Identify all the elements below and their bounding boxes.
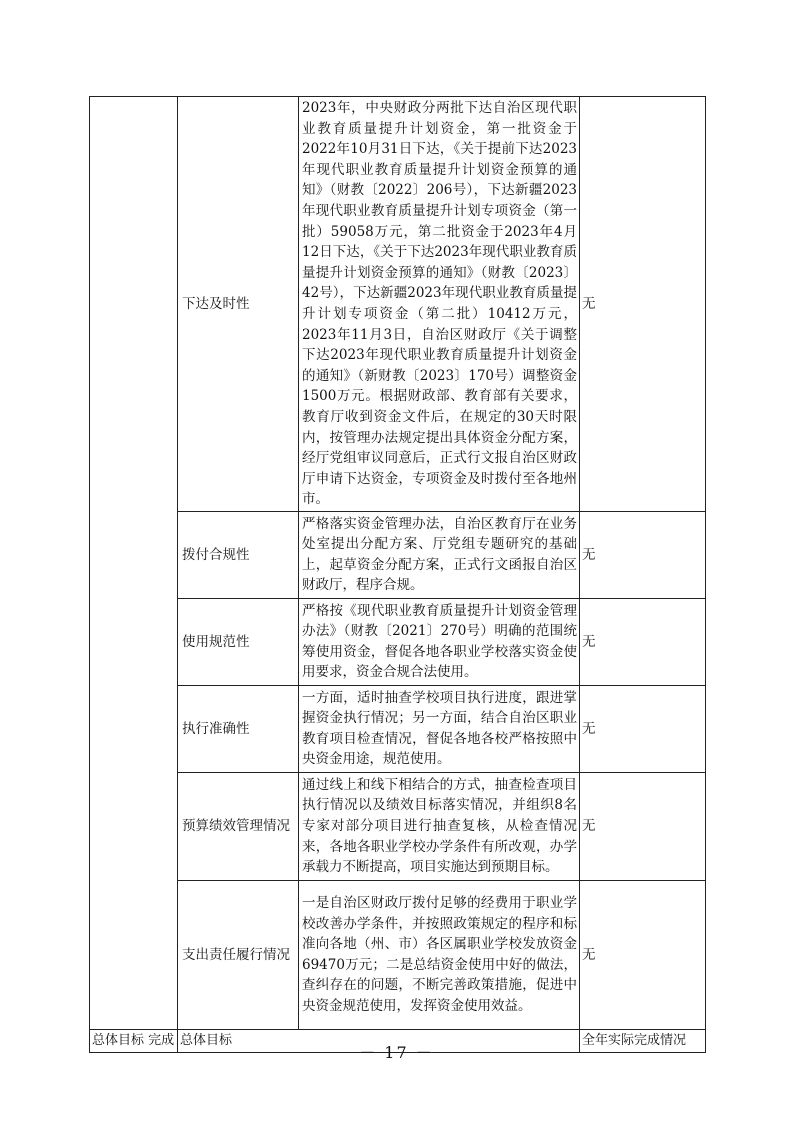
table-row xyxy=(90,598,706,685)
issue-flag: 无 xyxy=(580,598,706,685)
item-label: 支出责任履行情况 xyxy=(178,880,299,1029)
footer-left-label: 总体目标 完成 xyxy=(90,1029,178,1052)
item-description: 一是自治区财政厅拨付足够的经费用于职业学校改善办学条件，并按照政策规定的程序和标准向各地（州、市）各区属职业学校发放资金69470万元；二是总结资金使用中好的做法，查纠存在的问题，不断完善政策措施，促进中央资金规范使用，发挥资金使用效益。 xyxy=(299,880,580,1029)
page-number: － 17 － xyxy=(359,1043,434,1062)
item-label: 使用规范性 xyxy=(178,598,299,685)
table-row xyxy=(90,772,706,880)
item-label: 拨付合规性 xyxy=(178,511,299,598)
item-description: 严格按《现代职业教育质量提升计划资金管理办法》（财教〔2021〕270号）明确的范围统筹使用资金，督促各地各职业学校落实资金使用要求，资金合规合法使用。 xyxy=(299,598,580,685)
footer-actual-header: 全年实际完成情况 xyxy=(580,1029,706,1052)
table-row xyxy=(90,880,706,1029)
footer-target-label: 总体目标 xyxy=(180,1032,233,1048)
issue-flag: 无 xyxy=(580,511,706,598)
item-description: 一方面，适时抽查学校项目执行进度，跟进掌握资金执行情况；另一方面，结合自治区职业教育项目检查情况，督促各地各校严格按照中央资金用途，规范使用。 xyxy=(299,685,580,772)
table-row xyxy=(90,97,706,512)
item-description: 2023年，中央财政分两批下达自治区现代职业教育质量提升计划资金，第一批资金于2022年10月31日下达，《关于提前下达2023年现代职业教育质量提升计划资金预算的通知》（财教〔2022〕206号），下达新疆2023年现代职业教育质量提升计划专项资金（第一批）59058万元，第二批资金于2023年4月12日下达，《关于下达2023年现代职业教育质量提升计划资金预算的通知》（财教〔2023〕42号），下达新疆2023年现代职业教育质量提升计划专项资金（第二批）10412万元，2023年11月3日，自治区财政厅《关于调整下达2023年现代职业教育质量提升计划资金的通知》（新财教〔2023〕170号）调整资金1500万元。根据财政部、教育部有关要求，教育厅收到资金文件后，在规定的30天时限内，按管理办法规定提出具体资金分配方案，经厅党组审议同意后，正式行文报自治区财政厅申请下达资金，专项资金及时拨付至各地州市。 xyxy=(299,97,580,512)
table-row xyxy=(90,685,706,772)
item-label: 预算绩效管理情况 xyxy=(178,772,299,880)
item-label: 下达及时性 xyxy=(178,97,299,512)
table-row xyxy=(90,511,706,598)
issue-flag: 无 xyxy=(580,685,706,772)
item-description: 严格落实资金管理办法，自治区教育厅在业务处室提出分配方案、厅党组专题研究的基础上，起草资金分配方案，正式行文函报自治区财政厅，程序合规。 xyxy=(299,511,580,598)
issue-flag: 无 xyxy=(580,97,706,512)
item-description: 通过线上和线下相结合的方式，抽查检查项目执行情况以及绩效目标落实情况，并组织8名专家对部分项目进行抽查复核，从检查情况来，各地各职业学校办学条件有所改观，办学承载力不断提高，项目实施达到预期目标。 xyxy=(299,772,580,880)
performance-table xyxy=(89,96,706,1053)
issue-flag: 无 xyxy=(580,772,706,880)
issue-flag: 无 xyxy=(580,880,706,1029)
item-label: 执行准确性 xyxy=(178,685,299,772)
merged-left-cell xyxy=(90,97,178,1030)
